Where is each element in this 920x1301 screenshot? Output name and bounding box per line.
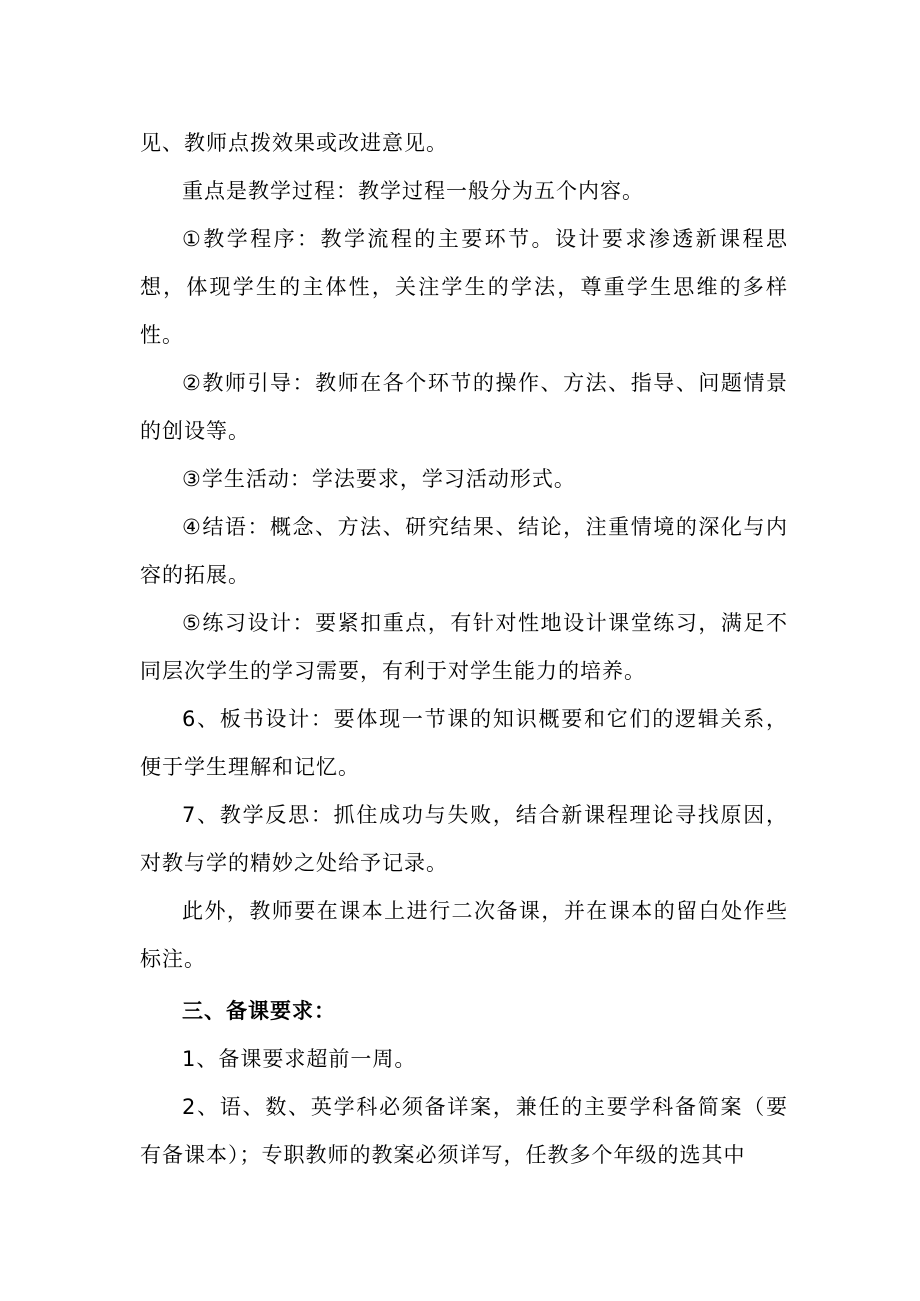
section-heading: 三、备课要求： — [182, 999, 336, 1023]
paragraph-student-activity: ③学生活动：学法要求，学习活动形式。 — [182, 467, 576, 491]
paragraph-teaching-process: 重点是教学过程：教学过程一般分为五个内容。 — [182, 179, 644, 203]
paragraph-blackboard-design: 6、板书设计：要体现一节课的知识概要和它们的逻辑关系，便于学生理解和记忆。 — [140, 707, 788, 779]
paragraph-teaching-procedure: ①教学程序：教学流程的主要环节。设计要求渗透新课程思想，体现学生的主体性，关注学生的学法，尊重学生思维的多样性。 — [140, 227, 788, 347]
paragraph-continuation: 见、教师点拨效果或改进意见。 — [140, 131, 448, 155]
requirement-item-2: 2、语、数、英学科必须备详案，兼任的主要学科备简案（要有备课本）；专职教师的教案必须详写，任教多个年级的选其中 — [140, 1095, 788, 1167]
paragraph-conclusion: ④结语：概念、方法、研究结果、结论，注重情境的深化与内容的拓展。 — [140, 515, 788, 587]
paragraph-exercise-design: ⑤练习设计：要紧扣重点，有针对性地设计课堂练习，满足不同层次学生的学习需要，有利于对学生能力的培养。 — [140, 611, 788, 683]
paragraph-teacher-guidance: ②教师引导：教师在各个环节的操作、方法、指导、问题情景的创设等。 — [140, 371, 788, 443]
paragraph-teaching-reflection: 7、教学反思：抓住成功与失败，结合新课程理论寻找原因，对教与学的精妙之处给予记录。 — [140, 803, 788, 875]
document-body — [140, 119, 788, 1179]
paragraph-second-preparation: 此外，教师要在课本上进行二次备课，并在课本的留白处作些标注。 — [140, 899, 788, 971]
requirement-item-1: 1、备课要求超前一周。 — [182, 1047, 417, 1071]
